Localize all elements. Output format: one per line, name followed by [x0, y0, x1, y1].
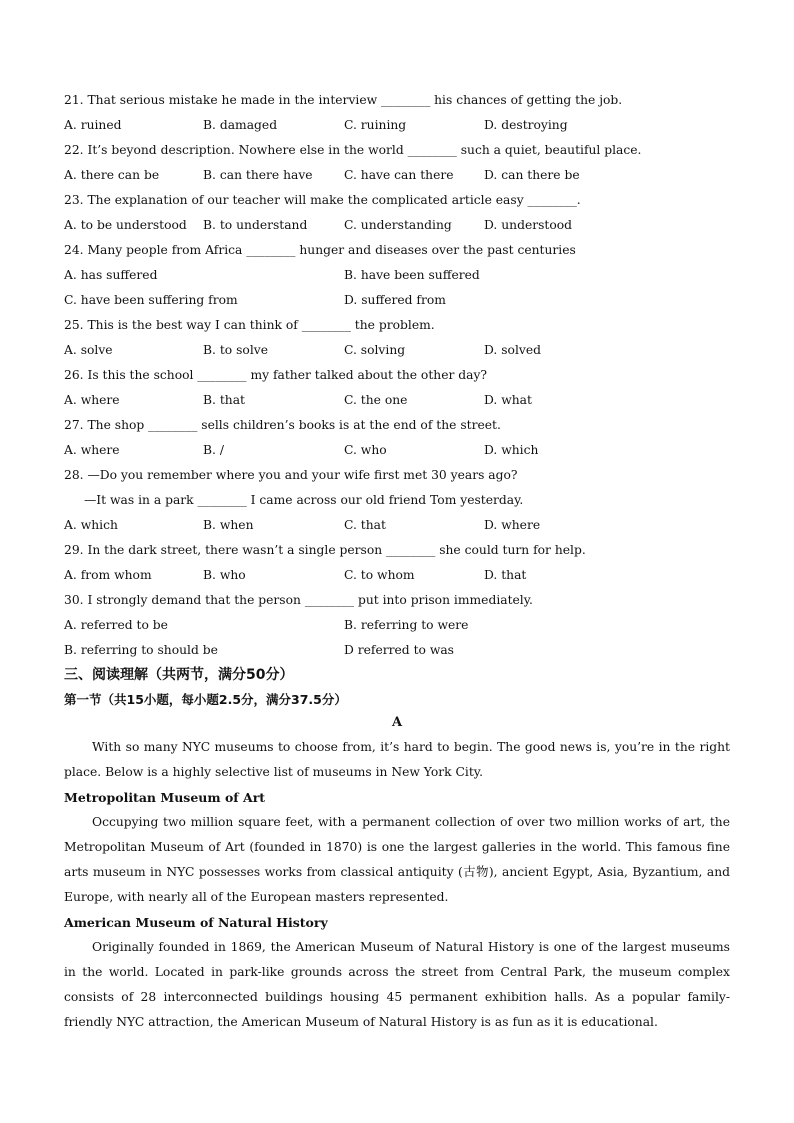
q26-option-d: D. what	[484, 393, 532, 407]
q24-option-b: B. have been suffered	[344, 268, 480, 282]
q27-option-d: D. which	[484, 443, 539, 457]
q23-option-a: A. to be understood	[64, 218, 187, 232]
question-28-stem-reply: —It was in a park ________ I came across our old friend Tom yesterday.	[84, 493, 524, 507]
q24-option-a: A. has suffered	[64, 268, 158, 282]
question-22-stem: 22. It’s beyond description. Nowhere else in the world ________ such a quiet, beautiful place.	[64, 143, 642, 157]
q22-option-a: A. there can be	[64, 168, 160, 182]
q26-option-b: B. that	[203, 393, 245, 407]
question-28-stem: 28. —Do you remember where you and your wife first met 30 years ago?	[64, 468, 518, 482]
q30-option-a: A. referred to be	[64, 618, 168, 632]
question-21-stem: 21. That serious mistake he made in the interview ________ his chances of getting the job.	[64, 93, 623, 107]
section-subtitle: 第一节（共15小题，每小题2.5分，满分37.5分）	[64, 692, 347, 707]
met-heading: Metropolitan Museum of Art	[64, 790, 266, 805]
question-30-stem: 30. I strongly demand that the person ________ put into prison immediately.	[64, 593, 533, 607]
q25-option-c: C. solving	[344, 343, 406, 357]
q30-option-b: B. referring to were	[344, 618, 469, 632]
section-title: 三、阅读理解（共两节，满分50分）	[64, 667, 294, 683]
question-23-stem: 23. The explanation of our teacher will make the complicated article easy ________.	[64, 193, 581, 207]
q27-option-c: C. who	[344, 443, 387, 457]
amnh-paragraph: Originally founded in 1869, the American Museum of Natural History is one of the largest museums in the world. Located in park-like grounds across the street from Central Park, the museum complex consists of 28 interconnected buildings housing 45 permanent exhibition halls. As a popular family-friendly NYC attraction, the American Museum of Natural History is as fun as it is educational.	[64, 940, 730, 1029]
q21-option-d: D. destroying	[484, 118, 568, 132]
q23-option-d: D. understood	[484, 218, 573, 232]
passage-intro: With so many NYC museums to choose from, it’s hard to begin. The good news is, you’re in the right place. Below is a highly selective list of museums in New York City.	[64, 740, 730, 779]
question-24-stem: 24. Many people from Africa ________ hunger and diseases over the past centuries	[64, 243, 576, 257]
q28-option-b: B. when	[203, 518, 254, 532]
q26-option-a: A. where	[64, 393, 120, 407]
question-27-stem: 27. The shop ________ sells children’s books is at the end of the street.	[64, 418, 501, 432]
passage-label: A	[391, 715, 403, 730]
q26-option-c: C. the one	[344, 393, 408, 407]
question-26-stem: 26. Is this the school ________ my father talked about the other day?	[64, 368, 487, 382]
q30-option-d: D referred to was	[344, 643, 454, 657]
q29-option-a: A. from whom	[64, 568, 152, 582]
q24-option-d: D. suffered from	[344, 293, 446, 307]
q22-option-d: D. can there be	[484, 168, 580, 182]
q28-option-a: A. which	[64, 518, 118, 532]
amnh-heading: American Museum of Natural History	[64, 915, 328, 930]
q27-option-a: A. where	[64, 443, 120, 457]
q29-option-d: D. that	[484, 568, 527, 582]
q28-option-d: D. where	[484, 518, 541, 532]
q21-option-a: A. ruined	[64, 118, 122, 132]
q29-option-b: B. who	[203, 568, 246, 582]
q21-option-c: C. ruining	[344, 118, 407, 132]
q23-option-b: B. to understand	[203, 218, 308, 232]
q25-option-b: B. to solve	[203, 343, 268, 357]
q29-option-c: C. to whom	[344, 568, 415, 582]
question-29-stem: 29. In the dark street, there wasn’t a single person ________ she could turn for help.	[64, 543, 586, 557]
q21-option-b: B. damaged	[203, 118, 278, 132]
q27-option-b: B. /	[203, 443, 224, 457]
q28-option-c: C. that	[344, 518, 386, 532]
met-paragraph: Occupying two million square feet, with a permanent collection of over two million works of art, the Metropolitan Museum of Art (founded in 1870) is one the largest galleries in the world. This famous fine arts museum in NYC possesses works from classical antiquity (古物), ancient Egypt, Asia, Byzantium, and Europe, with nearly all of the European masters represented.	[64, 815, 730, 904]
q23-option-c: C. understanding	[344, 218, 452, 232]
q30-option-c: B. referring to should be	[64, 643, 218, 657]
q22-option-c: C. have can there	[344, 168, 454, 182]
q25-option-a: A. solve	[64, 343, 113, 357]
question-25-stem: 25. This is the best way I can think of ________ the problem.	[64, 318, 435, 332]
q25-option-d: D. solved	[484, 343, 541, 357]
q22-option-b: B. can there have	[203, 168, 313, 182]
q24-option-c: C. have been suffering from	[64, 293, 238, 307]
